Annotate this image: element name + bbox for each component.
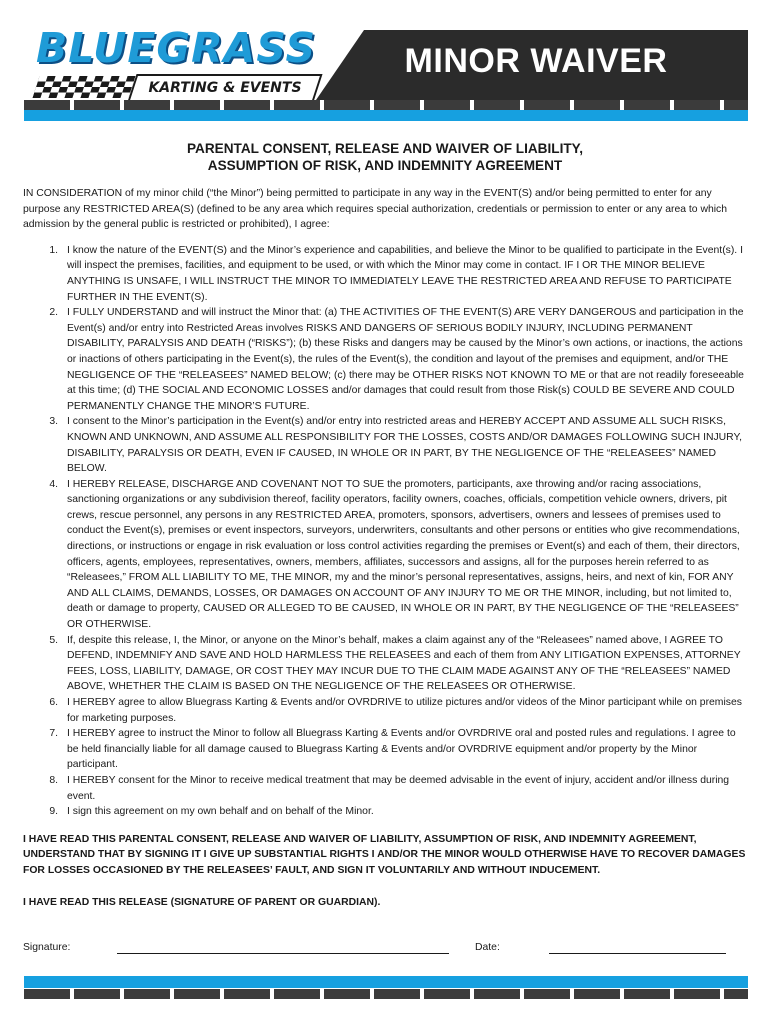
list-item bbox=[23, 695, 747, 726]
item-number: 6. bbox=[49, 697, 58, 708]
header-blue-stripe bbox=[24, 110, 748, 121]
checkered-flag-icon bbox=[32, 76, 135, 98]
item-text: I HEREBY consent for the Minor to receive medical treatment that may be deemed advisable in the event of injury, accident and/or illness during event. bbox=[67, 774, 730, 802]
document-title-line-2: ASSUMPTION OF RISK, AND INDEMNITY AGREEMENT bbox=[207, 158, 563, 173]
release-statement: I HAVE READ THIS RELEASE (SIGNATURE OF PARENT OR GUARDIAN). bbox=[23, 896, 381, 908]
item-number: 5. bbox=[49, 634, 58, 646]
logo-subtitle-box bbox=[127, 74, 322, 102]
date-field[interactable] bbox=[549, 953, 726, 954]
item-text: I HEREBY RELEASE, DISCHARGE AND COVENANT NOT TO SUE the promoters, participants, axe throwing and/or racing associations, sanctioning organizations or any subdivision thereof, facility operators, facility owners, coaches, officials, competition vehicle owners, drivers, pit crews, rescue personnel, any persons in any RESTRICTED AREA, promoters, sponsors, advertisers, owners and lessees of premises used to conduct the Event(s), premises or event inspectors, surveyors, underwriters, consultants and other persons or entities who give recommendations, directions, or instructions or engage in risk evaluation or loss control activities regarding the premises or Event(s) and each of them, their directors, officers, agents, employees, representatives, owners, members, affiliates, successors and assigns, all for the purposes herein referred to as “Releasees,” FROM ALL LIABILITY TO ME, THE MINOR, my and the minor’s personal representatives, assigns, heirs, and next of kin, FOR ANY AND ALL CLAIMS, DEMANDS, LOSSES, OR DAMAGES ON ACCOUNT OF ANY INJURY TO ME OR THE MINOR, including, but not limited to, death or damage to property, CAUSED OR ALLEGED TO BE CAUSED, IN WHOLE OR IN PART, BY THE NEGLIGENCE OF THE “RELEASEES” OR OTHERWISE. bbox=[67, 478, 740, 631]
item-text: I consent to the Minor’s participation in the Event(s) and/or entry into restricted areas and HEREBY ACCEPT AND ASSUME ALL SUCH RISKS, KNOWN AND UNKNOWN, AND ASSUME ALL RESPONSIBILITY FOR THE LOSSES, COSTS AND/OR DAMAGES FOLLOWING SUCH INJURY, DISABILITY, PARALYSIS OR DEATH, EVEN IF CAUSED, IN WHOLE OR IN PART, BY THE NEGLIGENCE OF THE “RELEASEES” NAMED BELOW. bbox=[67, 416, 742, 475]
terms-list bbox=[23, 243, 747, 820]
list-item bbox=[23, 414, 747, 476]
item-text: I sign this agreement on my own behalf and on behalf of the Minor. bbox=[67, 806, 374, 818]
intro-paragraph: IN CONSIDERATION of my minor child (“the Minor”) being permitted to participate in any way in the EVENT(S) and/or being permitted to enter for any purpose any RESTRICTED AREA(S) (defined to be any area which requires special authorization, credentials or permission to enter or any area to which admission by the general public is restricted or prohibited), I agree: bbox=[23, 188, 728, 231]
item-text: I know the nature of the EVENT(S) and the Minor’s experience and capabilities, and believe the Minor to be qualified to participate in the Event(s). I will inspect the premises, facilities, and equipment to be used, or with which the Minor may come in contact. IF I OR THE MINOR BELIEVE ANYTHING IS UNSAFE, I WILL INSTRUCT THE MINOR TO IMMEDIATELY LEAVE THE RESTRICTED AREA AND REFUSE TO PARTICIPATE FURTHER IN THE EVENT(S). bbox=[67, 244, 743, 303]
date-label: Date: bbox=[475, 942, 500, 954]
list-item bbox=[23, 305, 747, 414]
list-item bbox=[23, 243, 747, 305]
item-text: I HEREBY agree to instruct the Minor to follow all Bluegrass Karting & Events and/or OVRDRIVE oral and posted rules and regulations. I agree to be held financially liable for all damage caused to Bluegrass Karting & Events and/or OVRDRIVE equipment and/or property by the Minor participant. bbox=[67, 728, 736, 771]
item-number: 8. bbox=[49, 774, 58, 786]
page-title: MINOR WAIVER bbox=[404, 42, 668, 80]
signature-row bbox=[23, 940, 747, 958]
document-title bbox=[23, 140, 747, 174]
waiver-body bbox=[23, 140, 747, 958]
signature-label: Signature: bbox=[23, 942, 71, 954]
item-number: 2. bbox=[49, 307, 58, 319]
logo-wordmark: BLUEGRASS bbox=[36, 24, 316, 72]
list-item bbox=[23, 633, 747, 695]
header-dash-stripe bbox=[24, 100, 748, 110]
footer-dash-stripe bbox=[24, 989, 748, 999]
acknowledgement-paragraph: I HAVE READ THIS PARENTAL CONSENT, RELEASE AND WAIVER OF LIABILITY, ASSUMPTION OF RISK, AND INDEMNITY AGREEMENT, UNDERSTAND THAT BY SIGNING IT I GIVE UP SUBSTANTIAL RIGHTS I AND/OR THE MINOR WOULD OTHERWISE HAVE TO RECOVER DAMAGES FOR LOSSES OCCASIONED BY THE RELEASEES’ FAULT, AND SIGN IT VOLUNTARILY AND WITHOUT INDUCEMENT. bbox=[23, 833, 746, 876]
footer-blue-stripe bbox=[24, 976, 748, 988]
list-item bbox=[23, 477, 747, 633]
item-number: 4. bbox=[49, 478, 58, 490]
item-text: If, despite this release, I, the Minor, or anyone on the Minor’s behalf, makes a claim against any of the “Releasees” named above, I AGREE TO DEFEND, INDEMNIFY AND SAVE AND HOLD HARMLESS THE RELEASEES and each of them from ANY LITIGATION EXPENSES, ATTORNEY FEES, LOSS, LIABILITY, DAMAGE, OR COST THEY MAY INCUR DUE TO THE CLAIM MADE AGAINST ANY OF THE “RELEASEES” NAMED ABOVE, WHETHER THE CLAIM IS BASED ON THE NEGLIGENCE OF THE RELEASEES OR OTHERWISE. bbox=[67, 634, 741, 693]
item-number: 1. bbox=[49, 244, 58, 256]
item-text: I FULLY UNDERSTAND and will instruct the Minor that: (a) THE ACTIVITIES OF THE EVENT(S) ARE VERY DANGEROUS and participation in the Event(s) and/or entry into Restricted Areas involves RISKS AND DANGERS OF SERIOUS BODILY INJURY, INCLUDING PERMANENT DISABILITY, PARALYSIS AND DEATH (“RISKS”); (b) these Risks and dangers may be caused by the Minor’s own actions, or inactions, the actions or inactions of others participating in the Event(s), the rules of the Event(s), the condition and layout of the premises and equipment, and/or THE NEGLIGENCE OF THE “RELEASEES” NAMED BELOW; (c) there may be OTHER RISKS NOT KNOWN TO ME or that are not readily foreseeable at this time; (d) THE SOCIAL AND ECONOMIC LOSSES and/or damages that could result from those Risk(s) COULD BE SEVERE AND COULD PERMANENTLY CHANGE THE MINOR’S FUTURE. bbox=[67, 307, 744, 412]
item-text: I HEREBY agree to allow Bluegrass Karting & Events and/or OVRDRIVE to utilize pictures and/or videos of the Minor participant while on premises for marketing purposes. bbox=[67, 697, 742, 724]
signature-field[interactable] bbox=[117, 953, 449, 954]
item-number: 7. bbox=[49, 728, 58, 740]
item-number: 9. bbox=[49, 806, 58, 818]
list-item bbox=[23, 773, 747, 804]
list-item bbox=[23, 726, 747, 773]
item-number: 3. bbox=[49, 416, 58, 428]
list-item bbox=[23, 804, 747, 820]
logo-subtitle: KARTING & EVENTS bbox=[148, 80, 302, 96]
document-title-line-1: PARENTAL CONSENT, RELEASE AND WAIVER OF LIABILITY, bbox=[186, 141, 583, 156]
page-header bbox=[0, 0, 770, 122]
